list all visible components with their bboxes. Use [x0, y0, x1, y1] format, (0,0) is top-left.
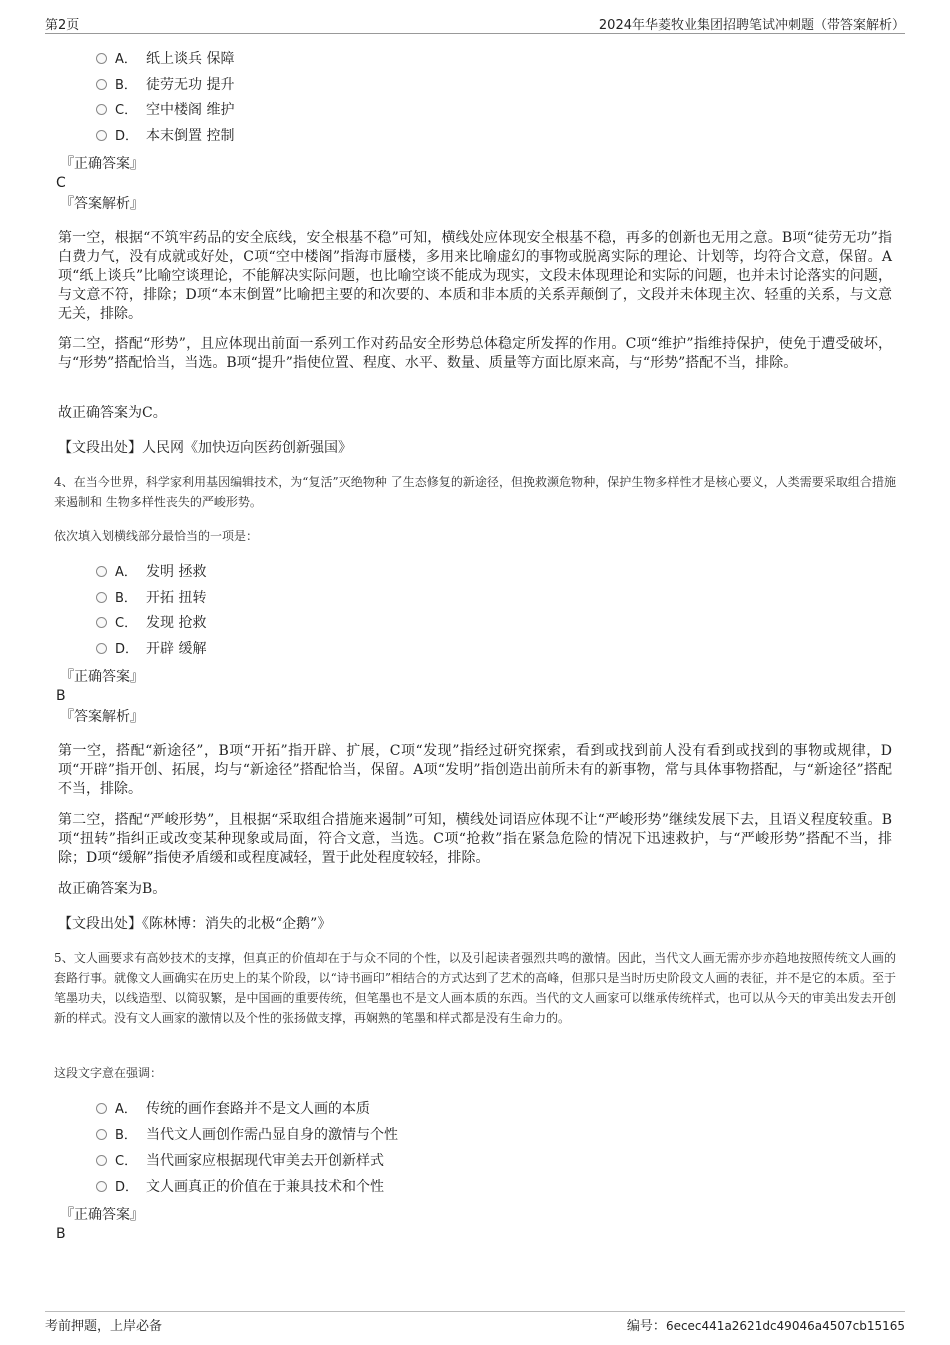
page-number: 第2页 — [45, 18, 80, 33]
option-letter: D． — [115, 1180, 139, 1195]
q3-option-c[interactable] — [96, 100, 234, 120]
option-letter: D． — [115, 129, 139, 144]
footer-slogan: 考前押题，上岸必备 — [45, 1319, 163, 1334]
q3-analysis-label: 『答案解析』 — [60, 196, 144, 212]
option-letter: D． — [115, 642, 139, 657]
option-letter: B． — [115, 591, 137, 606]
option-text: 空中楼阁 维护 — [146, 102, 235, 118]
radio-icon[interactable] — [96, 592, 107, 603]
option-text: 文人画真正的价值在于兼具技术和个性 — [146, 1179, 384, 1195]
radio-icon[interactable] — [96, 1103, 107, 1114]
radio-icon[interactable] — [96, 1129, 107, 1140]
option-letter: A． — [115, 565, 137, 580]
option-text: 发现 抢救 — [146, 615, 207, 631]
q5-option-c[interactable] — [96, 1151, 384, 1171]
q4-analysis-para-2: 第二空，搭配“严峻形势”，且根据“采取组合措施来遏制”可知，横线处词语应体现不让“严峻形势”继续发展下去，且语义程度较重。B项“扭转”指纠正或改变某种现象或局面，符合文意，当选。C项“抢救”指在紧急危险的情况下迅速救护，与“严峻形势”搭配不当，排除；D项“缓解”指使矛盾缓和或程度减轻，置于此处程度较轻，排除。 — [58, 812, 892, 866]
q4-answer: B — [56, 688, 66, 704]
document-title: 2024年华菱牧业集团招聘笔试冲刺题（带答案解析） — [598, 18, 905, 33]
q5-option-b[interactable] — [96, 1125, 398, 1145]
serial-label: 编号： — [626, 1319, 666, 1334]
radio-icon[interactable] — [96, 1181, 107, 1192]
radio-icon[interactable] — [96, 79, 107, 90]
q5-answer: B — [56, 1226, 66, 1242]
q3-answer-label: 『正确答案』 — [60, 156, 144, 172]
q5-answer-label: 『正确答案』 — [60, 1207, 144, 1223]
q4-option-d[interactable] — [96, 639, 206, 659]
q5-stem: 5、文人画要求有高妙技术的支撑，但真正的价值却在于与众不同的个性，以及引起读者强烈共鸣的激情。因此，当代文人画无需亦步亦趋地按照传统文人画的套路行事。就像文人画确实在历史上的某个阶段，以“诗书画印”相结合的方式达到了艺术的高峰，但那只是当时历史阶段文人画的表征，并不是它的本质。至于笔墨功夫，以线造型、以简驭繁，是中国画的重要传统，但笔墨也不是文人画本质的东西。当代的文人画家可以继承传统样式，也可以从今天的审美出发去开创新的样式。没有文人画家的激情以及个性的张扬做支撑，再娴熟的笔墨和样式都是没有生命力的。 — [54, 951, 896, 1025]
q4-stem: 4、在当今世界，科学家利用基因编辑技术，为“复活”灭绝物种 了生态修复的新途径，但挽救濒危物种，保护生物多样性才是核心要义，人类需要采取组合措施来遏制和 生物多样性丧失的严峻形势。 — [54, 475, 896, 509]
radio-icon[interactable] — [96, 1155, 107, 1166]
option-letter: B． — [115, 78, 137, 93]
page-footer — [45, 1311, 905, 1342]
q4-option-a[interactable] — [96, 562, 206, 582]
q3-option-a[interactable] — [96, 49, 234, 69]
option-letter: B． — [115, 1128, 137, 1143]
option-text: 纸上谈兵 保障 — [146, 51, 235, 67]
q3-source: 【文段出处】人民网《加快迈向医药创新强国》 — [58, 440, 352, 456]
option-letter: A． — [115, 52, 137, 67]
option-text: 开拓 扭转 — [146, 590, 207, 606]
q4-answer-label: 『正确答案』 — [60, 669, 144, 685]
q3-answer: C — [56, 175, 66, 191]
q4-option-c[interactable] — [96, 613, 206, 633]
option-letter: C． — [115, 1154, 138, 1169]
radio-icon[interactable] — [96, 130, 107, 141]
q5-option-a[interactable] — [96, 1099, 370, 1119]
radio-icon[interactable] — [96, 104, 107, 115]
q4-analysis-conclusion: 故正确答案为B。 — [58, 881, 167, 897]
option-letter: A． — [115, 1102, 137, 1117]
q4-source: 【文段出处】《陈林博：消失的北极“企鹅”》 — [58, 916, 332, 932]
option-text: 发明 拯救 — [146, 564, 207, 580]
q4-analysis-para-1: 第一空，搭配“新途径”，B项“开拓”指开辟、扩展，C项“发现”指经过研究探索，看到或找到前人没有看到或找到的事物或规律，D项“开辟”指开创、拓展，均与“新途径”搭配恰当，保留。A项“发明”指创造出前所未有的新事物，常与具体事物搭配，与“新途径”搭配不当，排除。 — [58, 743, 892, 797]
document-serial — [627, 1315, 905, 1334]
option-letter: C． — [115, 616, 138, 631]
option-text: 开辟 缓解 — [146, 641, 207, 657]
q4-analysis-label: 『答案解析』 — [60, 709, 144, 725]
page-header — [45, 14, 905, 34]
radio-icon[interactable] — [96, 566, 107, 577]
radio-icon[interactable] — [96, 53, 107, 64]
q3-analysis-para-1: 第一空，根据“不筑牢药品的安全底线，安全根基不稳”可知，横线处应体现安全根基不稳，再多的创新也无用之意。B项“徒劳无功”指白费力气，没有成就或好处，C项“空中楼阁”指海市蜃楼，多用来比喻虚幻的事物或脱离实际的理论、计划等，均符合文意，保留。A项“纸上谈兵”比喻空谈理论，不能解决实际问题，也比喻空谈不能成为现实，文段未体现理论和实际的问题，也并未讨论落实的问题，与文意不符，排除；D项“本末倒置”比喻把主要的和次要的、本质和非本质的关系弄颠倒了，文段并未体现主次、轻重的关系，与文意无关，排除。 — [58, 230, 892, 322]
option-text: 徒劳无功 提升 — [146, 77, 235, 93]
option-letter: C． — [115, 103, 138, 118]
q3-analysis-conclusion: 故正确答案为C。 — [58, 405, 167, 421]
q5-prompt: 这段文字意在强调： — [54, 1066, 163, 1080]
q3-analysis-para-2: 第二空，搭配“形势”，且应体现出前面一系列工作对药品安全形势总体稳定所发挥的作用。C项“维护”指维持保护，使免于遭受破坏，与“形势”搭配恰当，当选。B项“提升”指使位置、程度、水平、数量、质量等方面比原来高，与“形势”搭配不当，排除。 — [58, 336, 892, 371]
option-text: 本末倒置 控制 — [146, 128, 235, 144]
q4-option-b[interactable] — [96, 588, 206, 608]
option-text: 当代画家应根据现代审美去开创新样式 — [146, 1153, 384, 1169]
q3-option-d[interactable] — [96, 126, 234, 146]
q3-option-b[interactable] — [96, 75, 234, 95]
option-text: 传统的画作套路并不是文人画的本质 — [146, 1101, 370, 1117]
q4-prompt: 依次填入划横线部分最恰当的一项是： — [54, 529, 259, 543]
radio-icon[interactable] — [96, 643, 107, 654]
serial-value: 6ecec441a2621dc49046a4507cb15165 — [665, 1319, 905, 1333]
option-text: 当代文人画创作需凸显自身的激情与个性 — [146, 1127, 398, 1143]
radio-icon[interactable] — [96, 617, 107, 628]
q5-option-d[interactable] — [96, 1177, 384, 1197]
